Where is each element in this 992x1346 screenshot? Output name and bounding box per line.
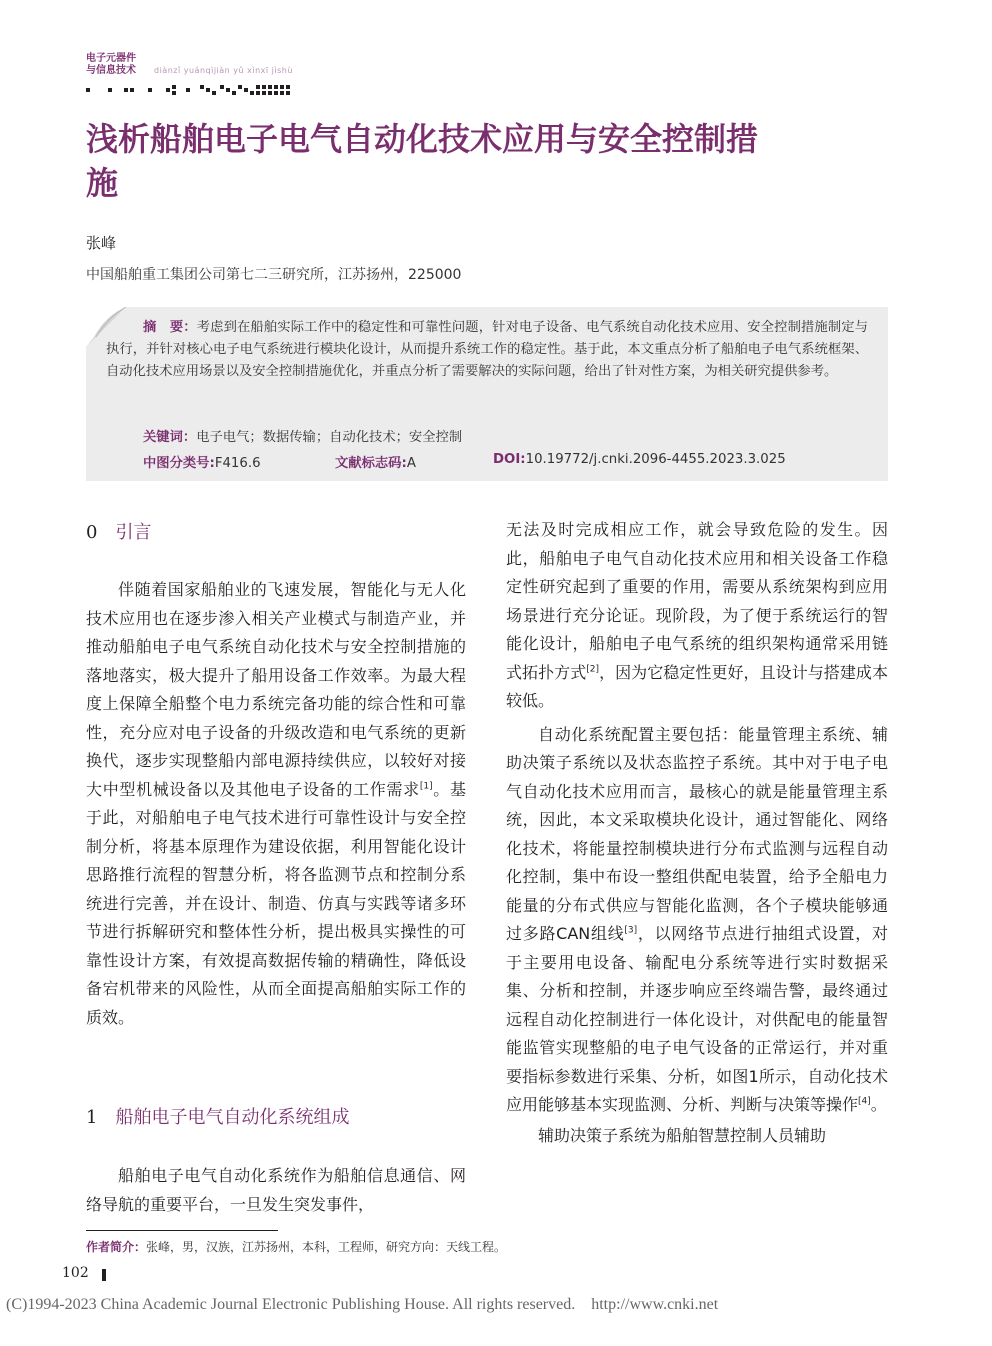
section-number: 1 [86, 1107, 98, 1128]
body-paragraph [506, 1122, 888, 1151]
section-1-paragraph [86, 1162, 466, 1219]
author-affiliation: 中国船舶重工集团公司第七二三研究所，江苏扬州，225000 [86, 267, 462, 283]
keywords-text: 电子电气；数据传输；自动化技术；安全控制 [196, 430, 463, 445]
footnote-text: 张峰，男，汉族，江苏扬州，本科，工程师，研究方向：天线工程。 [146, 1240, 507, 1254]
text-run: 自动化系统配置主要包括：能量管理主系统、辅助决策子系统以及状态监控子系统。其中对于电子电气自动化技术应用而言，最核心的就是能量管理主系统，因此，本文采取模块化设计，通过智能化、网络化技术，将能量控制模块进行分布式监测与远程自动化控制，集中布设一整组供配电装置，给予全船电力能量的分布式供应与智能化监测，各个子模块能够通过多路CAN组线 [506, 724, 888, 943]
footnote-label: 作者简介： [86, 1240, 147, 1254]
abstract-text: 考虑到在船舶实际工作中的稳定性和可靠性问题，针对电子设备、电气系统自动化技术应用、安全控制措施制定与执行，并针对核心电子电气系统进行模块化设计，从而提升系统工作的稳定性。基于此，本文重点分析了船舶电子电气系统框架、自动化技术应用场景以及安全控制措施优化，并重点分析了需要解决的实际问题，给出了针对性方案，为相关研究提供参考。 [106, 320, 869, 379]
abstract-paragraph [106, 317, 868, 383]
copyright-notice: (C)1994-2023 China Academic Journal Electronic Publishing House. All rights reserved. http://www.cnki.net [6, 1296, 719, 1313]
doccode-label: 文献标志码: [335, 456, 407, 471]
page-number: 102 [62, 1265, 89, 1281]
section-0-heading [86, 518, 151, 544]
clc-label: 中图分类号: [143, 456, 215, 471]
text-run: 伴随着国家船舶业的飞速发展，智能化与无人化技术应用也在逐步渗入相关产业模式与制造产业，并推动船舶电子电气系统自动化技术与安全控制措施的落地落实，极大提升了船用设备工作效率。为最大程度上保障全船整个电力系统完备功能的综合性和可靠性，充分应对电子设备的升级改造和电气系统的更新换代，逐步实现整船内部电源持续供应，以较好对接大中型机械设备以及其他电子设备的工作需求 [86, 580, 466, 799]
doccode-value: A [406, 456, 416, 471]
paper-title: 浅析船舶电子电气自动化技术应用与安全控制措施 [86, 120, 759, 202]
section-title: 船舶电子电气自动化系统组成 [115, 1107, 350, 1128]
right-column [506, 516, 888, 1150]
footnote-rule [86, 1230, 278, 1231]
body-paragraph [506, 721, 888, 1120]
keywords-label: 关键词： [143, 430, 197, 445]
doi-value: 10.19772/j.cnki.2096-4455.2023.3.025 [525, 452, 786, 467]
text-run: 。基于此，对船舶电子电气技术进行可靠性设计与安全控制分析，将基本原理作为建设依据，利用智能化设计思路推行流程的智慧分析，将各监测节点和控制分系统进行完善，并在设计、制造、仿真与实践等诸多环节进行拆解研究和整体性分析，提出极具实操性的可靠性设计方案，有效提高数据传输的精确性，降低设备宕机带来的风险性，从而全面提高船舶实际工作的质效。 [86, 779, 466, 1027]
abstract-label: 摘 要： [143, 320, 197, 335]
citation: [4] [858, 1096, 871, 1107]
author-name: 张峰 [86, 234, 117, 252]
body-paragraph [506, 516, 888, 716]
journal-name: 电子元器件 与信息技术 [86, 53, 136, 76]
header-decoration [86, 85, 290, 95]
author-bio-footnote [86, 1238, 506, 1255]
intro-paragraph [86, 576, 466, 1032]
section-1-heading [86, 1103, 349, 1129]
citation: [2] [586, 664, 600, 675]
citation: [3] [624, 925, 638, 936]
text-run: 辅助决策子系统为船舶智慧控制人员辅助 [538, 1125, 827, 1145]
keywords-row [143, 426, 462, 445]
text-run: 船舶电子电气自动化系统作为船舶信息通信、网络导航的重要平台，一旦发生突发事件， [86, 1166, 466, 1214]
text-run: 。 [870, 1095, 887, 1114]
doi-label: DOI: [493, 452, 526, 467]
text-run: ，以网络节点进行抽组式设置，对于主要用电设备、输配电分系统等进行实时数据采集、分析和控制，并逐步响应至终端告警，最终通过远程自动化控制进行一体化设计，对供配电的能量智能监管实现整船的电子电气设备的正常运行，并对重要指标参数进行采集、分析，如图1所示，自动化技术应用能够基本实现监测、分析、判断与决策等操作 [506, 924, 888, 1114]
citation: [1] [419, 781, 433, 792]
text-run: ，因为它稳定性更好，且设计与搭建成本较低。 [506, 662, 888, 710]
page-number-bar [102, 1269, 106, 1281]
journal-pinyin: diànzǐ yuánqìjiàn yǔ xìnxī jìshù [154, 66, 293, 75]
section-title: 引言 [115, 522, 152, 543]
clc-value: F416.6 [214, 456, 261, 471]
text-run: 无法及时完成相应工作，就会导致危险的发生。因此，船舶电子电气自动化技术应用和相关设备工作稳定性研究起到了重要的作用，需要从系统架构到应用场景进行充分论证。现阶段，为了便于系统运行的智能化设计，船舶电子电气系统的组织架构通常采用链式拓扑方式 [506, 520, 888, 682]
section-number: 0 [86, 522, 98, 543]
